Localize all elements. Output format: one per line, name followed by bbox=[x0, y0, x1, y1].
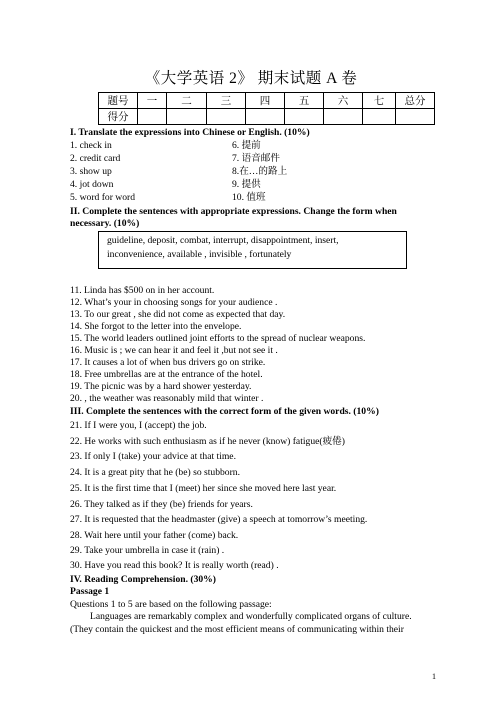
verb-form-sentence: 29. Take your umbrella in case it (rain) . bbox=[70, 545, 225, 556]
section-4-heading: IV. Reading Comprehension. (30%) bbox=[70, 574, 216, 585]
score-cell: 二 bbox=[167, 93, 207, 109]
fill-sentence: 12. What’s your in choosing songs for your audience . bbox=[70, 297, 278, 308]
translate-item: 9. 提供 bbox=[232, 179, 261, 190]
score-cell: 五 bbox=[285, 93, 324, 109]
fill-sentence: 17. It causes a lot of when bus drivers go on strike. bbox=[70, 357, 266, 368]
score-cell: 得分 bbox=[99, 109, 138, 125]
passage-intro: Questions 1 to 5 are based on the following passage: bbox=[70, 599, 272, 610]
score-input-cell[interactable] bbox=[246, 109, 285, 125]
verb-form-sentence: 25. It is the first time that I (meet) her since she moved here last year. bbox=[70, 483, 337, 494]
score-input-cell[interactable] bbox=[285, 109, 324, 125]
score-cell: 六 bbox=[324, 93, 363, 109]
translate-item: 4. jot down bbox=[70, 179, 114, 190]
score-cell: 七 bbox=[363, 93, 396, 109]
score-cell: 总分 bbox=[396, 93, 435, 109]
section-3-heading: III. Complete the sentences with the correct form of the given words. (10%) bbox=[70, 406, 379, 417]
fill-sentence: 19. The picnic was by a hard shower yesterday. bbox=[70, 381, 252, 392]
score-cell: 四 bbox=[246, 93, 285, 109]
fill-sentence: 16. Music is ; we can hear it and feel it ,but not see it . bbox=[70, 345, 278, 356]
verb-form-sentence: 24. It is a great pity that he (be) so stubborn. bbox=[70, 467, 240, 478]
verb-form-sentence: 28. Wait here until your father (come) back. bbox=[70, 530, 239, 541]
translate-item: 8.在…的路上 bbox=[232, 166, 288, 177]
score-table-header-row bbox=[99, 93, 435, 109]
passage-text: (They contain the quickest and the most efficient means of communicating within their bbox=[70, 624, 404, 635]
translate-item: 7. 语音邮件 bbox=[232, 153, 280, 164]
score-input-cell[interactable] bbox=[167, 109, 207, 125]
translate-item: 1. check in bbox=[70, 140, 112, 151]
fill-sentence: 15. The world leaders outlined joint efforts to the spread of nuclear weapons. bbox=[70, 333, 366, 344]
word-bank-line: guideline, deposit, combat, interrupt, disappointment, insert, bbox=[107, 235, 339, 246]
verb-form-sentence: 21. If I were you, I (accept) the job. bbox=[70, 420, 207, 431]
fill-sentence: 11. Linda has $500 on in her account. bbox=[70, 285, 215, 296]
section-1-heading: I. Translate the expressions into Chinese or English. (10%) bbox=[70, 127, 310, 138]
section-2-heading: II. Complete the sentences with appropriate expressions. Change the form when bbox=[70, 206, 397, 217]
score-cell: 三 bbox=[207, 93, 246, 109]
word-bank-line: inconvenience, available , invisible , fortunately bbox=[107, 249, 292, 260]
score-cell: 题号 bbox=[99, 93, 138, 109]
score-cell: 一 bbox=[138, 93, 167, 109]
fill-sentence: 14. She forgot to the letter into the envelope. bbox=[70, 321, 242, 332]
translate-item: 6. 提前 bbox=[232, 140, 261, 151]
score-input-cell[interactable] bbox=[363, 109, 396, 125]
fill-sentence: 18. Free umbrellas are at the entrance of the hotel. bbox=[70, 369, 263, 380]
verb-form-sentence: 27. It is requested that the headmaster (give) a speech at tomorrow’s meeting. bbox=[70, 514, 368, 525]
score-table-score-row bbox=[99, 109, 435, 125]
passage-text: Languages are remarkably complex and wonderfully complicated organs of culture. bbox=[90, 611, 412, 622]
fill-sentence: 13. To our great , she did not come as expected that day. bbox=[70, 309, 286, 320]
verb-form-sentence: 23. If only I (take) your advice at that time. bbox=[70, 451, 236, 462]
page-number: 1 bbox=[432, 672, 436, 681]
section-2-heading-cont: necessary. (10%) bbox=[70, 218, 140, 229]
translate-item: 2. credit card bbox=[70, 153, 121, 164]
exam-title: 《大学英语 2》 期末试题 A 卷 bbox=[144, 70, 358, 87]
score-table bbox=[98, 92, 435, 125]
verb-form-sentence: 22. He works with such enthusiasm as if he never (know) fatigue(疲倦) bbox=[70, 436, 345, 447]
translate-item: 3. show up bbox=[70, 166, 112, 177]
score-input-cell[interactable] bbox=[324, 109, 363, 125]
verb-form-sentence: 30. Have you read this book? It is really worth (read) . bbox=[70, 560, 279, 571]
score-input-cell[interactable] bbox=[207, 109, 246, 125]
passage-label: Passage 1 bbox=[70, 586, 110, 597]
word-bank-box bbox=[98, 231, 407, 269]
fill-sentence: 20. , the weather was reasonably mild that winter . bbox=[70, 393, 264, 404]
score-input-cell[interactable] bbox=[138, 109, 167, 125]
translate-item: 5. word for word bbox=[70, 192, 136, 203]
translate-item: 10. 值班 bbox=[232, 192, 266, 203]
verb-form-sentence: 26. They talked as if they (be) friends for years. bbox=[70, 499, 253, 510]
score-input-cell[interactable] bbox=[396, 109, 435, 125]
